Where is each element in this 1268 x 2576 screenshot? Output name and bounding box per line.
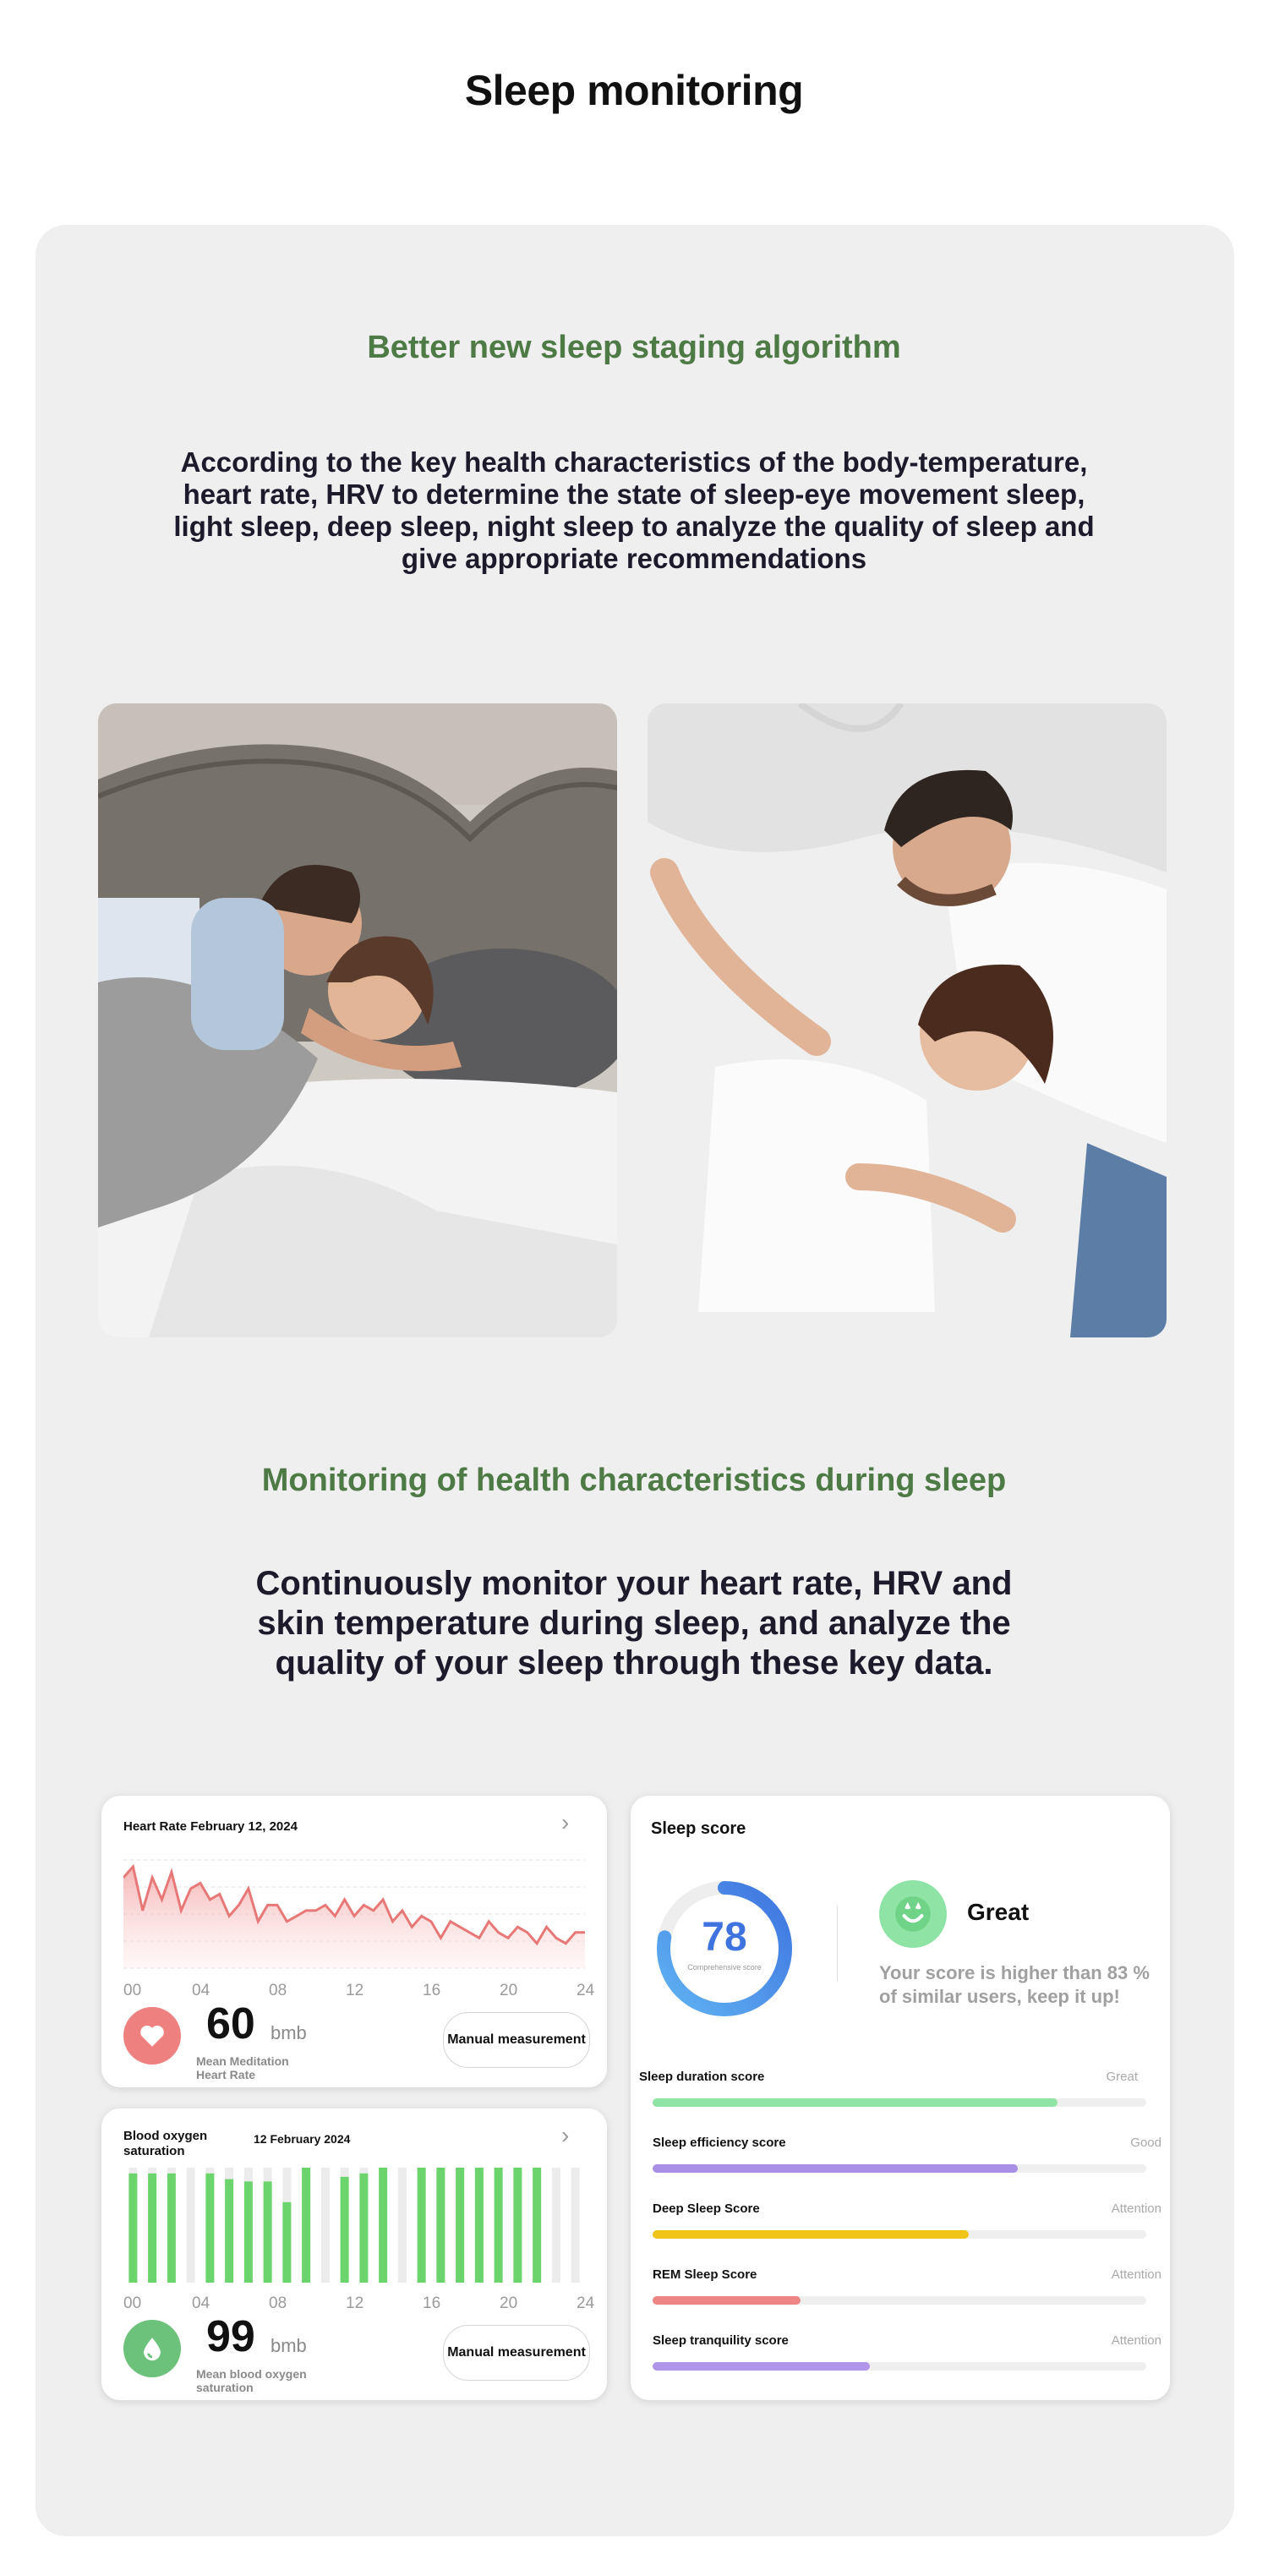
blood-oxygen-bar	[148, 2174, 156, 2283]
score-row-status: Great	[1106, 2070, 1138, 2084]
score-row-fill	[653, 2362, 870, 2371]
sleep-score-value: 78	[702, 1915, 747, 1960]
caption-line: Mean Meditation	[196, 2054, 289, 2068]
heart-rate-value: 60	[206, 1999, 255, 2048]
blood-oxygen-bar	[205, 2174, 214, 2283]
x-tick-label: 20	[500, 2294, 518, 2312]
x-tick-label: 04	[192, 2294, 210, 2312]
score-row-label: Sleep efficiency score	[653, 2136, 786, 2150]
score-row-status: Attention	[1111, 2267, 1161, 2282]
score-row-track	[653, 2098, 1146, 2107]
caption-line: saturation	[196, 2381, 254, 2394]
x-tick-label: 16	[423, 2294, 441, 2312]
manual-measurement-button[interactable]: Manual measurement	[443, 2325, 590, 2381]
section-description-algorithm: According to the key health characteristics of the body-temperature, heart rate, HRV to determine the state of sleep-eye movement sleep, light sleep, deep sleep, night sleep to analyze the quality of sleep and give appropriate recommendations	[173, 446, 1095, 574]
blood-oxygen-bar	[456, 2168, 464, 2283]
section-heading-algorithm: Better new sleep staging algorithm	[367, 330, 901, 365]
x-tick-label: 04	[192, 1982, 210, 1999]
blood-oxygen-bar	[475, 2168, 484, 2283]
x-tick-label: 12	[346, 2294, 364, 2312]
blood-oxygen-chart	[123, 2168, 585, 2286]
x-tick-label: 24	[577, 2294, 595, 2312]
bar-background	[398, 2168, 407, 2283]
title-line: saturation	[123, 2144, 185, 2158]
heart-rate-caption	[196, 2054, 289, 2081]
x-tick-label: 08	[269, 1982, 287, 1999]
x-tick-label: 00	[123, 1982, 142, 1999]
caption-line: Mean blood oxygen	[196, 2367, 307, 2381]
heart-icon	[123, 2007, 181, 2065]
x-tick-label: 20	[500, 1982, 518, 1999]
score-row-track	[653, 2230, 1146, 2239]
title-line: Blood oxygen	[123, 2129, 208, 2143]
blood-oxygen-card[interactable]	[101, 2108, 607, 2400]
blood-oxygen-bar	[167, 2174, 176, 2283]
x-tick-label: 08	[269, 2294, 287, 2312]
x-tick-label: 12	[346, 1982, 364, 1999]
sleep-score-caption: Comprehensive score	[687, 1963, 762, 1972]
score-row-fill	[653, 2296, 801, 2305]
blood-oxygen-value: 99	[206, 2312, 255, 2361]
sleep-rating: Great	[967, 1899, 1030, 1925]
score-row-status: Attention	[1111, 2333, 1161, 2348]
blood-oxygen-bar	[302, 2168, 310, 2283]
bar-background	[321, 2168, 330, 2283]
heart-rate-title: Heart Rate February 12, 2024	[123, 1819, 298, 1834]
blood-oxygen-bar	[225, 2179, 233, 2283]
bar-background	[571, 2168, 580, 2283]
droplet-icon	[123, 2320, 181, 2377]
heart-rate-chart	[123, 1845, 585, 1980]
blood-oxygen-bar	[359, 2174, 368, 2283]
divider	[837, 1906, 838, 1982]
chevron-right-icon[interactable]: ›	[561, 1809, 570, 1835]
manual-measurement-button[interactable]: Manual measurement	[443, 2012, 590, 2068]
couple-lying-photo-right	[648, 703, 1167, 1337]
blood-oxygen-title	[123, 2129, 207, 2159]
score-row-label: Deep Sleep Score	[653, 2201, 760, 2216]
blood-oxygen-date: 12 February 2024	[254, 2132, 351, 2146]
score-row-fill	[653, 2230, 969, 2239]
chevron-right-icon[interactable]: ›	[561, 2122, 570, 2148]
section-description-monitoring: Continuously monitor your heart rate, HRV and skin temperature during sleep, and analyze the quality of your sleep through these key data.	[255, 1565, 1013, 1682]
score-row-label: REM Sleep Score	[653, 2267, 757, 2282]
blood-oxygen-bar	[418, 2168, 426, 2283]
blood-oxygen-bar	[533, 2168, 541, 2283]
score-row-status: Attention	[1111, 2201, 1161, 2216]
score-row-label: Sleep duration score	[639, 2070, 765, 2084]
blood-oxygen-bar	[128, 2174, 137, 2283]
heart-rate-unit: bmb	[271, 2022, 307, 2043]
blood-oxygen-bar	[495, 2168, 503, 2283]
score-row-track	[653, 2164, 1146, 2173]
blood-oxygen-caption	[196, 2367, 307, 2394]
score-row-track	[653, 2362, 1146, 2371]
smiley-icon	[879, 1880, 947, 1948]
heart-rate-card[interactable]	[101, 1796, 607, 2087]
sleep-score-message: Your score is higher than 83 % of similar users, keep it up!	[879, 1962, 1150, 2007]
section-heading-monitoring: Monitoring of health characteristics during sleep	[261, 1463, 1007, 1498]
blood-oxygen-bar	[264, 2181, 272, 2283]
sleep-score-title: Sleep score	[651, 1819, 746, 1838]
sleep-score-card	[631, 1796, 1170, 2400]
score-row-label: Sleep tranquility score	[653, 2333, 789, 2348]
blood-oxygen-bar	[341, 2177, 349, 2283]
score-row-fill	[653, 2164, 1018, 2173]
blood-oxygen-bar	[379, 2168, 387, 2283]
x-tick-label: 16	[423, 1982, 441, 1999]
blood-oxygen-bar	[244, 2181, 253, 2283]
bar-background	[552, 2168, 560, 2283]
score-row-track	[653, 2296, 1146, 2305]
blood-oxygen-bar	[513, 2168, 522, 2283]
blood-oxygen-bar	[282, 2202, 291, 2283]
caption-line: Heart Rate	[196, 2068, 256, 2081]
couple-sleeping-photo-left	[98, 703, 617, 1337]
blood-oxygen-unit: bmb	[271, 2335, 307, 2356]
page-title: Sleep monitoring	[464, 67, 804, 114]
bar-background	[187, 2168, 195, 2283]
x-tick-label: 24	[577, 1982, 595, 1999]
score-row-fill	[653, 2098, 1058, 2107]
blood-oxygen-bar	[436, 2168, 445, 2283]
score-row-status: Good	[1130, 2136, 1161, 2150]
x-tick-label: 00	[123, 2294, 142, 2312]
